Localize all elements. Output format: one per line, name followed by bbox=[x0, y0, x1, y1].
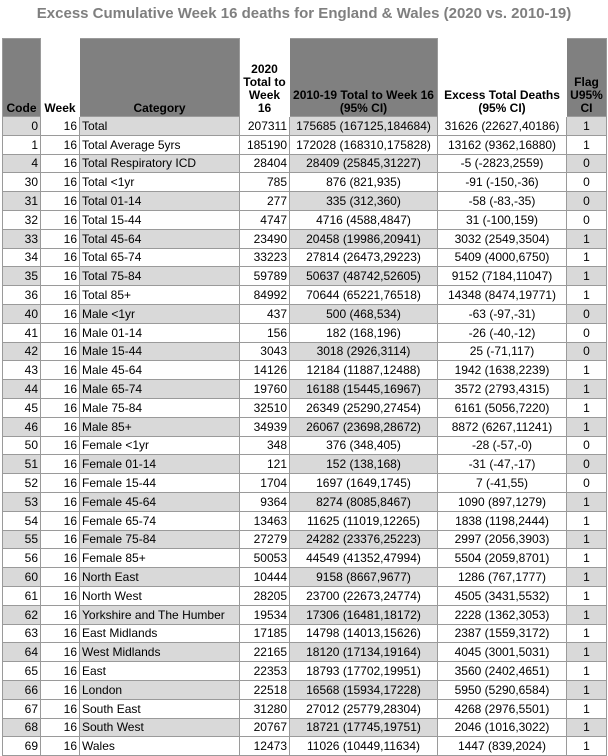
cell-total-2010-19: 4716 (4588,4847) bbox=[290, 210, 438, 229]
cell-excess: 9152 (7184,11047) bbox=[438, 267, 567, 286]
cell-code: 56 bbox=[3, 549, 41, 568]
cell-category: Male <1yr bbox=[80, 304, 240, 323]
cell-excess: 5504 (2059,8701) bbox=[438, 549, 567, 568]
cell-category: Male 85+ bbox=[80, 417, 240, 436]
cell-total-2010-19: 23700 (22673,24774) bbox=[290, 586, 438, 605]
cell-total-2010-19: 26067 (23698,28672) bbox=[290, 417, 438, 436]
cell-category: Female 75-84 bbox=[80, 530, 240, 549]
cell-excess: 4505 (3431,5532) bbox=[438, 586, 567, 605]
cell-code: 35 bbox=[3, 267, 41, 286]
cell-week: 16 bbox=[41, 117, 80, 136]
cell-total-2020: 1704 bbox=[240, 474, 290, 493]
table-row bbox=[3, 210, 607, 229]
cell-flag: 1 bbox=[567, 380, 607, 399]
cell-total-2020: 22353 bbox=[240, 662, 290, 681]
table-row bbox=[3, 492, 607, 511]
cell-excess: 13162 (9362,16880) bbox=[438, 135, 567, 154]
cell-flag: 1 bbox=[567, 718, 607, 737]
table-row bbox=[3, 342, 607, 361]
cell-excess: 7 (-41,55) bbox=[438, 474, 567, 493]
cell-week: 16 bbox=[41, 304, 80, 323]
cell-total-2020: 23490 bbox=[240, 229, 290, 248]
cell-week: 16 bbox=[41, 248, 80, 267]
cell-code: 43 bbox=[3, 361, 41, 380]
cell-flag: 1 bbox=[567, 699, 607, 718]
cell-total-2020: 207311 bbox=[240, 117, 290, 136]
cell-total-2020: 33223 bbox=[240, 248, 290, 267]
cell-excess: -5 (-2823,2559) bbox=[438, 154, 567, 173]
cell-total-2010-19: 17306 (16481,18172) bbox=[290, 605, 438, 624]
cell-week: 16 bbox=[41, 737, 80, 756]
cell-flag: 1 bbox=[567, 492, 607, 511]
cell-total-2010-19: 175685 (167125,184684) bbox=[290, 117, 438, 136]
table-row bbox=[3, 361, 607, 380]
cell-week: 16 bbox=[41, 135, 80, 154]
cell-total-2020: 4747 bbox=[240, 210, 290, 229]
cell-excess: 2046 (1016,3022) bbox=[438, 718, 567, 737]
cell-flag: 1 bbox=[567, 267, 607, 286]
cell-excess: 2997 (2056,3903) bbox=[438, 530, 567, 549]
cell-excess: 1286 (767,1777) bbox=[438, 568, 567, 587]
cell-code: 68 bbox=[3, 718, 41, 737]
cell-flag: 1 bbox=[567, 117, 607, 136]
cell-total-2010-19: 11026 (10449,11634) bbox=[290, 737, 438, 756]
table-row bbox=[3, 173, 607, 192]
cell-total-2020: 185190 bbox=[240, 135, 290, 154]
cell-total-2010-19: 11625 (11019,12265) bbox=[290, 511, 438, 530]
table-row bbox=[3, 117, 607, 136]
table-row bbox=[3, 718, 607, 737]
cell-total-2020: 59789 bbox=[240, 267, 290, 286]
cell-total-2020: 785 bbox=[240, 173, 290, 192]
table-row bbox=[3, 286, 607, 305]
cell-category: Total 85+ bbox=[80, 286, 240, 305]
cell-total-2010-19: 8274 (8085,8467) bbox=[290, 492, 438, 511]
cell-flag: 1 bbox=[567, 586, 607, 605]
cell-category: South West bbox=[80, 718, 240, 737]
cell-category: Female 65-74 bbox=[80, 511, 240, 530]
cell-total-2010-19: 26349 (25290,27454) bbox=[290, 398, 438, 417]
cell-week: 16 bbox=[41, 699, 80, 718]
table-row bbox=[3, 135, 607, 154]
cell-code: 64 bbox=[3, 643, 41, 662]
cell-category: Female <1yr bbox=[80, 436, 240, 455]
cell-week: 16 bbox=[41, 624, 80, 643]
cell-week: 16 bbox=[41, 680, 80, 699]
cell-total-2010-19: 18721 (17745,19751) bbox=[290, 718, 438, 737]
cell-total-2020: 27279 bbox=[240, 530, 290, 549]
cell-flag: 0 bbox=[567, 436, 607, 455]
table-row bbox=[3, 380, 607, 399]
cell-total-2010-19: 876 (821,935) bbox=[290, 173, 438, 192]
cell-week: 16 bbox=[41, 455, 80, 474]
cell-flag: 0 bbox=[567, 210, 607, 229]
cell-total-2020: 22518 bbox=[240, 680, 290, 699]
cell-week: 16 bbox=[41, 267, 80, 286]
cell-week: 16 bbox=[41, 568, 80, 587]
cell-code: 33 bbox=[3, 229, 41, 248]
cell-flag: 0 bbox=[567, 173, 607, 192]
cell-total-2010-19: 44549 (41352,47994) bbox=[290, 549, 438, 568]
cell-category: Total 45-64 bbox=[80, 229, 240, 248]
cell-flag: 1 bbox=[567, 286, 607, 305]
cell-week: 16 bbox=[41, 530, 80, 549]
cell-flag: 1 bbox=[567, 511, 607, 530]
table-row bbox=[3, 455, 607, 474]
cell-total-2010-19: 152 (138,168) bbox=[290, 455, 438, 474]
cell-category: Total 15-44 bbox=[80, 210, 240, 229]
cell-code: 1 bbox=[3, 135, 41, 154]
cell-code: 53 bbox=[3, 492, 41, 511]
cell-total-2020: 19760 bbox=[240, 380, 290, 399]
table-row bbox=[3, 398, 607, 417]
cell-code: 52 bbox=[3, 474, 41, 493]
cell-code: 51 bbox=[3, 455, 41, 474]
cell-code: 42 bbox=[3, 342, 41, 361]
cell-flag: 1 bbox=[567, 248, 607, 267]
cell-code: 41 bbox=[3, 323, 41, 342]
cell-total-2020: 3043 bbox=[240, 342, 290, 361]
cell-week: 16 bbox=[41, 549, 80, 568]
cell-total-2010-19: 24282 (23376,25223) bbox=[290, 530, 438, 549]
cell-category: Total 75-84 bbox=[80, 267, 240, 286]
header-total-2010-19: 2010-19 Total to Week 16 (95% CI) bbox=[290, 39, 438, 117]
cell-total-2020: 84992 bbox=[240, 286, 290, 305]
table-row bbox=[3, 304, 607, 323]
table-row bbox=[3, 154, 607, 173]
cell-flag: 1 bbox=[567, 624, 607, 643]
cell-total-2020: 19534 bbox=[240, 605, 290, 624]
cell-week: 16 bbox=[41, 342, 80, 361]
cell-code: 62 bbox=[3, 605, 41, 624]
cell-total-2010-19: 9158 (8667,9677) bbox=[290, 568, 438, 587]
cell-flag: 0 bbox=[567, 304, 607, 323]
cell-total-2020: 17185 bbox=[240, 624, 290, 643]
cell-category: Male 15-44 bbox=[80, 342, 240, 361]
cell-flag: 1 bbox=[567, 643, 607, 662]
cell-category: East Midlands bbox=[80, 624, 240, 643]
cell-flag: 0 bbox=[567, 474, 607, 493]
cell-category: North West bbox=[80, 586, 240, 605]
table-row bbox=[3, 586, 607, 605]
cell-week: 16 bbox=[41, 511, 80, 530]
cell-total-2010-19: 20458 (19986,20941) bbox=[290, 229, 438, 248]
cell-code: 0 bbox=[3, 117, 41, 136]
cell-week: 16 bbox=[41, 662, 80, 681]
cell-category: Total 01-14 bbox=[80, 192, 240, 211]
cell-category: Female 85+ bbox=[80, 549, 240, 568]
cell-code: 32 bbox=[3, 210, 41, 229]
header-row bbox=[3, 39, 607, 117]
cell-total-2020: 121 bbox=[240, 455, 290, 474]
cell-total-2020: 156 bbox=[240, 323, 290, 342]
table-row bbox=[3, 605, 607, 624]
cell-category: Total Average 5yrs bbox=[80, 135, 240, 154]
cell-category: Male 01-14 bbox=[80, 323, 240, 342]
cell-total-2010-19: 182 (168,196) bbox=[290, 323, 438, 342]
cell-code: 36 bbox=[3, 286, 41, 305]
cell-total-2010-19: 18793 (17702,19951) bbox=[290, 662, 438, 681]
cell-excess: 4045 (3001,5031) bbox=[438, 643, 567, 662]
cell-excess: -31 (-47,-17) bbox=[438, 455, 567, 474]
cell-category: Total 65-74 bbox=[80, 248, 240, 267]
cell-week: 16 bbox=[41, 586, 80, 605]
cell-code: 4 bbox=[3, 154, 41, 173]
cell-code: 63 bbox=[3, 624, 41, 643]
table-row bbox=[3, 511, 607, 530]
cell-flag: 1 bbox=[567, 417, 607, 436]
cell-code: 66 bbox=[3, 680, 41, 699]
cell-flag: 0 bbox=[567, 154, 607, 173]
header-week: Week bbox=[41, 39, 80, 117]
table-row bbox=[3, 436, 607, 455]
cell-flag: 1 bbox=[567, 135, 607, 154]
cell-total-2010-19: 27814 (26473,29223) bbox=[290, 248, 438, 267]
cell-excess: 3560 (2402,4651) bbox=[438, 662, 567, 681]
table-row bbox=[3, 474, 607, 493]
cell-code: 45 bbox=[3, 398, 41, 417]
cell-total-2010-19: 28409 (25845,31227) bbox=[290, 154, 438, 173]
cell-total-2010-19: 3018 (2926,3114) bbox=[290, 342, 438, 361]
cell-flag: 0 bbox=[567, 323, 607, 342]
cell-week: 16 bbox=[41, 380, 80, 399]
cell-excess: 4268 (2976,5501) bbox=[438, 699, 567, 718]
cell-total-2020: 13463 bbox=[240, 511, 290, 530]
cell-total-2020: 28205 bbox=[240, 586, 290, 605]
cell-category: Yorkshire and The Humber bbox=[80, 605, 240, 624]
cell-total-2010-19: 70644 (65221,76518) bbox=[290, 286, 438, 305]
cell-flag: 1 bbox=[567, 568, 607, 587]
cell-flag: 1 bbox=[567, 361, 607, 380]
cell-flag: 1 bbox=[567, 549, 607, 568]
cell-excess: -58 (-83,-35) bbox=[438, 192, 567, 211]
cell-total-2020: 28404 bbox=[240, 154, 290, 173]
cell-total-2020: 12473 bbox=[240, 737, 290, 756]
cell-week: 16 bbox=[41, 474, 80, 493]
cell-code: 67 bbox=[3, 699, 41, 718]
cell-excess: 3032 (2549,3504) bbox=[438, 229, 567, 248]
cell-week: 16 bbox=[41, 417, 80, 436]
cell-excess: 31 (-100,159) bbox=[438, 210, 567, 229]
cell-week: 16 bbox=[41, 192, 80, 211]
cell-category: West Midlands bbox=[80, 643, 240, 662]
cell-code: 54 bbox=[3, 511, 41, 530]
cell-total-2020: 31280 bbox=[240, 699, 290, 718]
cell-excess: -26 (-40,-12) bbox=[438, 323, 567, 342]
cell-category: South East bbox=[80, 699, 240, 718]
header-category: Category bbox=[80, 39, 240, 117]
cell-code: 61 bbox=[3, 586, 41, 605]
cell-code: 50 bbox=[3, 436, 41, 455]
cell-total-2020: 277 bbox=[240, 192, 290, 211]
cell-excess: 5409 (4000,6750) bbox=[438, 248, 567, 267]
cell-flag: 0 bbox=[567, 192, 607, 211]
cell-excess: 2387 (1559,3172) bbox=[438, 624, 567, 643]
cell-week: 16 bbox=[41, 229, 80, 248]
table-row bbox=[3, 323, 607, 342]
cell-total-2020: 20767 bbox=[240, 718, 290, 737]
cell-total-2020: 10444 bbox=[240, 568, 290, 587]
cell-excess: -28 (-57,-0) bbox=[438, 436, 567, 455]
cell-week: 16 bbox=[41, 718, 80, 737]
header-excess: Excess Total Deaths (95% CI) bbox=[438, 39, 567, 117]
cell-excess: 1447 (839,2024) bbox=[438, 737, 567, 756]
table-row bbox=[3, 530, 607, 549]
cell-total-2010-19: 50637 (48742,52605) bbox=[290, 267, 438, 286]
cell-excess: -63 (-97,-31) bbox=[438, 304, 567, 323]
cell-week: 16 bbox=[41, 361, 80, 380]
cell-total-2010-19: 172028 (168310,175828) bbox=[290, 135, 438, 154]
cell-excess: -91 (-150,-36) bbox=[438, 173, 567, 192]
table-row bbox=[3, 699, 607, 718]
cell-total-2010-19: 18120 (17134,19164) bbox=[290, 643, 438, 662]
cell-excess: 14348 (8474,19771) bbox=[438, 286, 567, 305]
cell-flag: 0 bbox=[567, 455, 607, 474]
cell-week: 16 bbox=[41, 398, 80, 417]
table-row bbox=[3, 248, 607, 267]
table-row bbox=[3, 662, 607, 681]
cell-code: 31 bbox=[3, 192, 41, 211]
cell-flag: 1 bbox=[567, 680, 607, 699]
cell-code: 30 bbox=[3, 173, 41, 192]
cell-total-2010-19: 500 (468,534) bbox=[290, 304, 438, 323]
cell-week: 16 bbox=[41, 323, 80, 342]
cell-code: 40 bbox=[3, 304, 41, 323]
cell-week: 16 bbox=[41, 605, 80, 624]
cell-total-2010-19: 376 (348,405) bbox=[290, 436, 438, 455]
cell-week: 16 bbox=[41, 173, 80, 192]
cell-flag: 1 bbox=[567, 737, 607, 756]
cell-flag: 1 bbox=[567, 662, 607, 681]
table-row bbox=[3, 417, 607, 436]
header-code: Code bbox=[3, 39, 41, 117]
cell-total-2020: 34939 bbox=[240, 417, 290, 436]
cell-flag: 1 bbox=[567, 530, 607, 549]
cell-total-2010-19: 27012 (25779,28304) bbox=[290, 699, 438, 718]
cell-total-2020: 14126 bbox=[240, 361, 290, 380]
header-total-2020: 2020 Total to Week 16 bbox=[240, 39, 290, 117]
table-row bbox=[3, 737, 607, 756]
cell-category: Female 01-14 bbox=[80, 455, 240, 474]
cell-code: 60 bbox=[3, 568, 41, 587]
cell-total-2020: 50053 bbox=[240, 549, 290, 568]
cell-week: 16 bbox=[41, 492, 80, 511]
cell-total-2020: 9364 bbox=[240, 492, 290, 511]
table-row bbox=[3, 680, 607, 699]
cell-code: 55 bbox=[3, 530, 41, 549]
cell-category: Wales bbox=[80, 737, 240, 756]
cell-excess: 1090 (897,1279) bbox=[438, 492, 567, 511]
cell-excess: 8872 (6267,11241) bbox=[438, 417, 567, 436]
cell-excess: 31626 (22627,40186) bbox=[438, 117, 567, 136]
cell-code: 69 bbox=[3, 737, 41, 756]
cell-excess: 1838 (1198,2444) bbox=[438, 511, 567, 530]
table-row bbox=[3, 229, 607, 248]
table-row bbox=[3, 568, 607, 587]
cell-total-2010-19: 14798 (14013,15626) bbox=[290, 624, 438, 643]
cell-total-2010-19: 16568 (15934,17228) bbox=[290, 680, 438, 699]
cell-week: 16 bbox=[41, 436, 80, 455]
cell-category: Male 75-84 bbox=[80, 398, 240, 417]
cell-excess: 5950 (5290,6584) bbox=[438, 680, 567, 699]
table-row bbox=[3, 643, 607, 662]
table-row bbox=[3, 624, 607, 643]
cell-excess: 6161 (5056,7220) bbox=[438, 398, 567, 417]
cell-flag: 0 bbox=[567, 342, 607, 361]
cell-category: Total <1yr bbox=[80, 173, 240, 192]
cell-week: 16 bbox=[41, 643, 80, 662]
cell-total-2020: 32510 bbox=[240, 398, 290, 417]
cell-total-2020: 437 bbox=[240, 304, 290, 323]
table-title: Excess Cumulative Week 16 deaths for England & Wales (2020 vs. 2010-19) bbox=[36, 5, 572, 22]
cell-code: 34 bbox=[3, 248, 41, 267]
cell-code: 65 bbox=[3, 662, 41, 681]
cell-total-2010-19: 12184 (11887,12488) bbox=[290, 361, 438, 380]
cell-total-2010-19: 1697 (1649,1745) bbox=[290, 474, 438, 493]
cell-code: 44 bbox=[3, 380, 41, 399]
cell-category: Female 15-44 bbox=[80, 474, 240, 493]
cell-category: Total bbox=[80, 117, 240, 136]
cell-excess: 2228 (1362,3053) bbox=[438, 605, 567, 624]
cell-excess: 3572 (2793,4315) bbox=[438, 380, 567, 399]
cell-total-2010-19: 335 (312,360) bbox=[290, 192, 438, 211]
cell-category: Male 65-74 bbox=[80, 380, 240, 399]
table-row bbox=[3, 192, 607, 211]
cell-category: East bbox=[80, 662, 240, 681]
table-row bbox=[3, 549, 607, 568]
cell-total-2010-19: 16188 (15445,16967) bbox=[290, 380, 438, 399]
cell-excess: 1942 (1638,2239) bbox=[438, 361, 567, 380]
cell-week: 16 bbox=[41, 210, 80, 229]
cell-total-2020: 22165 bbox=[240, 643, 290, 662]
cell-flag: 1 bbox=[567, 605, 607, 624]
excess-deaths-table bbox=[2, 38, 607, 756]
cell-category: Male 45-64 bbox=[80, 361, 240, 380]
cell-category: Female 45-64 bbox=[80, 492, 240, 511]
cell-category: Total Respiratory ICD bbox=[80, 154, 240, 173]
cell-code: 46 bbox=[3, 417, 41, 436]
cell-flag: 1 bbox=[567, 229, 607, 248]
header-flag: Flag U95% CI bbox=[567, 39, 607, 117]
cell-week: 16 bbox=[41, 286, 80, 305]
cell-category: North East bbox=[80, 568, 240, 587]
table-row bbox=[3, 267, 607, 286]
cell-excess: 25 (-71,117) bbox=[438, 342, 567, 361]
cell-category: London bbox=[80, 680, 240, 699]
cell-total-2020: 348 bbox=[240, 436, 290, 455]
cell-week: 16 bbox=[41, 154, 80, 173]
cell-flag: 1 bbox=[567, 398, 607, 417]
